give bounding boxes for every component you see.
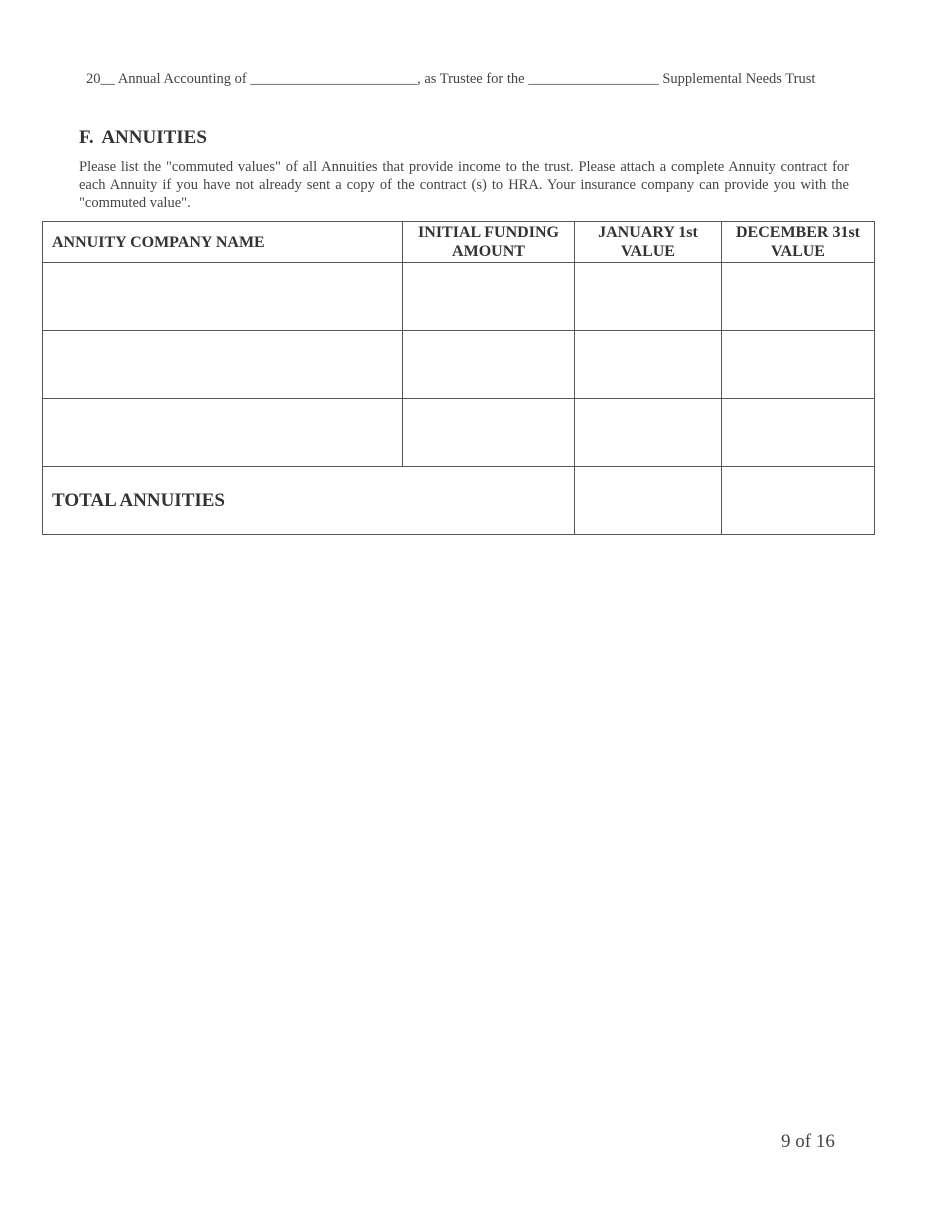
- annuity-company-name-cell[interactable]: [43, 263, 403, 331]
- december-value-cell[interactable]: [722, 263, 875, 331]
- form-header: 20__ Annual Accounting of _______________________, as Trustee for the __________________ Supplemental Needs Trust: [86, 71, 816, 87]
- page-number: 9 of 16: [781, 1131, 835, 1152]
- total-row: [43, 467, 875, 535]
- initial-funding-amount-cell[interactable]: [403, 331, 575, 399]
- header-january-line1: JANUARY 1st: [598, 224, 698, 241]
- table-row: [43, 331, 875, 399]
- total-january-value-cell[interactable]: [575, 467, 722, 535]
- table-row: [43, 263, 875, 331]
- header-december-value: [722, 222, 875, 263]
- header-annuity-company-name-label: ANNUITY COMPANY NAME: [52, 233, 265, 251]
- header-december-line1: DECEMBER 31st: [735, 224, 860, 241]
- total-annuities-label: TOTAL ANNUITIES: [43, 467, 575, 535]
- december-value-cell[interactable]: [722, 331, 875, 399]
- annuity-company-name-cell[interactable]: [43, 399, 403, 467]
- initial-funding-amount-cell[interactable]: [403, 399, 575, 467]
- table-header-row: [43, 222, 875, 263]
- header-initial-funding-line1: INITIAL FUNDING: [418, 224, 559, 241]
- header-january-line2: VALUE: [621, 243, 675, 260]
- january-value-cell[interactable]: [575, 331, 722, 399]
- header-initial-funding-line2: AMOUNT: [452, 243, 525, 260]
- initial-funding-amount-cell[interactable]: [403, 263, 575, 331]
- table-row: [43, 399, 875, 467]
- annuities-table: [42, 221, 875, 535]
- header-initial-funding-amount: [403, 222, 575, 263]
- january-value-cell[interactable]: [575, 263, 722, 331]
- january-value-cell[interactable]: [575, 399, 722, 467]
- section-title: F. ANNUITIES: [79, 127, 207, 148]
- december-value-cell[interactable]: [722, 399, 875, 467]
- annuity-company-name-cell[interactable]: [43, 331, 403, 399]
- header-annuity-company-name: [43, 222, 403, 263]
- header-december-line2: VALUE: [771, 243, 825, 260]
- total-december-value-cell[interactable]: [722, 467, 875, 535]
- section-instructions: Please list the "commuted values" of all Annuities that provide income to the trust. Please attach a complete Annuity contract for each Annuity if you have not already sent a copy of the contract (s) to HRA. Your insurance company can provide you with the "commuted value".: [79, 159, 849, 211]
- header-january-value: [575, 222, 722, 263]
